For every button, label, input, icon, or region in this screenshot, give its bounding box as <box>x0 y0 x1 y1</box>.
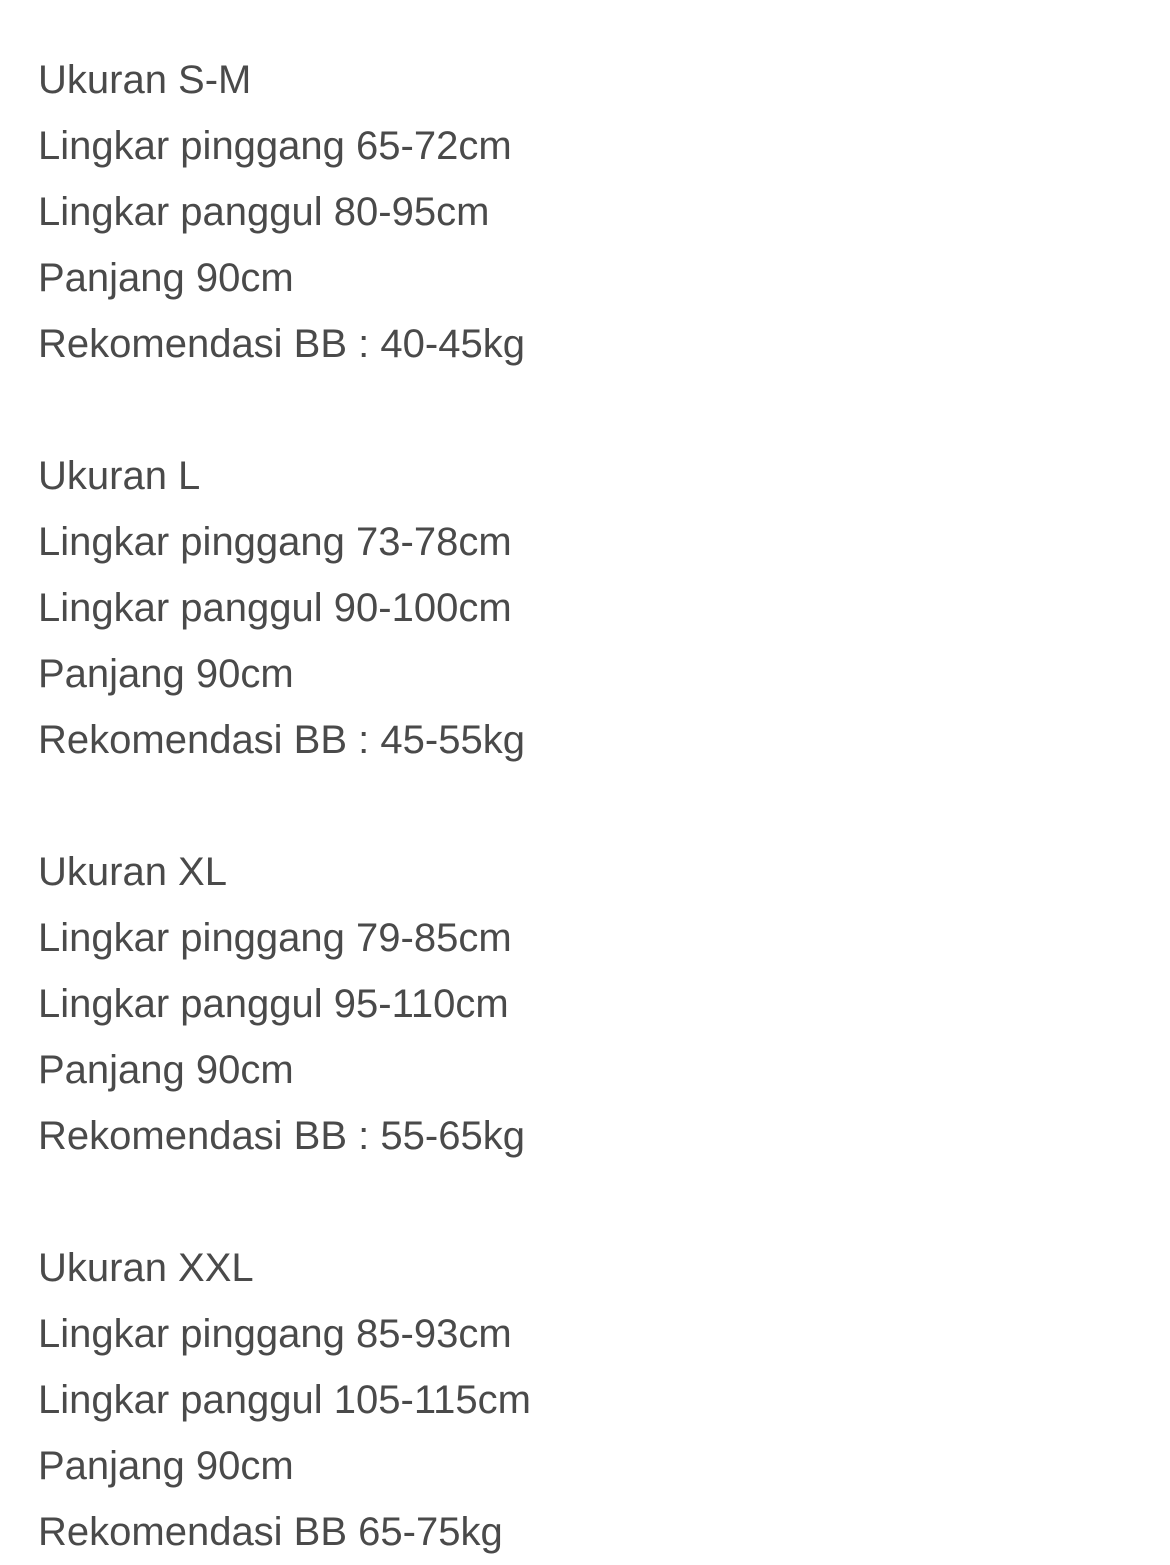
size-title: Ukuran L <box>38 454 201 498</box>
hip-measurement: Lingkar panggul 95-110cm <box>38 982 509 1026</box>
length-measurement: Panjang 90cm <box>38 1048 294 1092</box>
size-title: Ukuran S-M <box>38 58 252 102</box>
size-chart-document <box>38 47 1138 1565</box>
weight-recommendation: Rekomendasi BB : 55-65kg <box>38 1114 525 1158</box>
hip-measurement: Lingkar panggul 90-100cm <box>38 586 512 630</box>
hip-measurement: Lingkar panggul 80-95cm <box>38 190 490 234</box>
length-measurement: Panjang 90cm <box>38 652 294 696</box>
waist-measurement: Lingkar pinggang 85-93cm <box>38 1312 512 1356</box>
hip-measurement: Lingkar panggul 105-115cm <box>38 1378 531 1422</box>
size-block-s-m <box>38 47 1138 377</box>
length-measurement: Panjang 90cm <box>38 1444 294 1488</box>
weight-recommendation: Rekomendasi BB : 45-55kg <box>38 718 525 762</box>
size-title: Ukuran XL <box>38 850 227 894</box>
weight-recommendation: Rekomendasi BB 65-75kg <box>38 1510 503 1554</box>
weight-recommendation: Rekomendasi BB : 40-45kg <box>38 322 525 366</box>
length-measurement: Panjang 90cm <box>38 256 294 300</box>
size-block-xxl <box>38 1235 1138 1565</box>
size-block-l <box>38 443 1138 773</box>
waist-measurement: Lingkar pinggang 73-78cm <box>38 520 512 564</box>
waist-measurement: Lingkar pinggang 79-85cm <box>38 916 512 960</box>
size-title: Ukuran XXL <box>38 1246 254 1290</box>
waist-measurement: Lingkar pinggang 65-72cm <box>38 124 512 168</box>
size-block-xl <box>38 839 1138 1169</box>
